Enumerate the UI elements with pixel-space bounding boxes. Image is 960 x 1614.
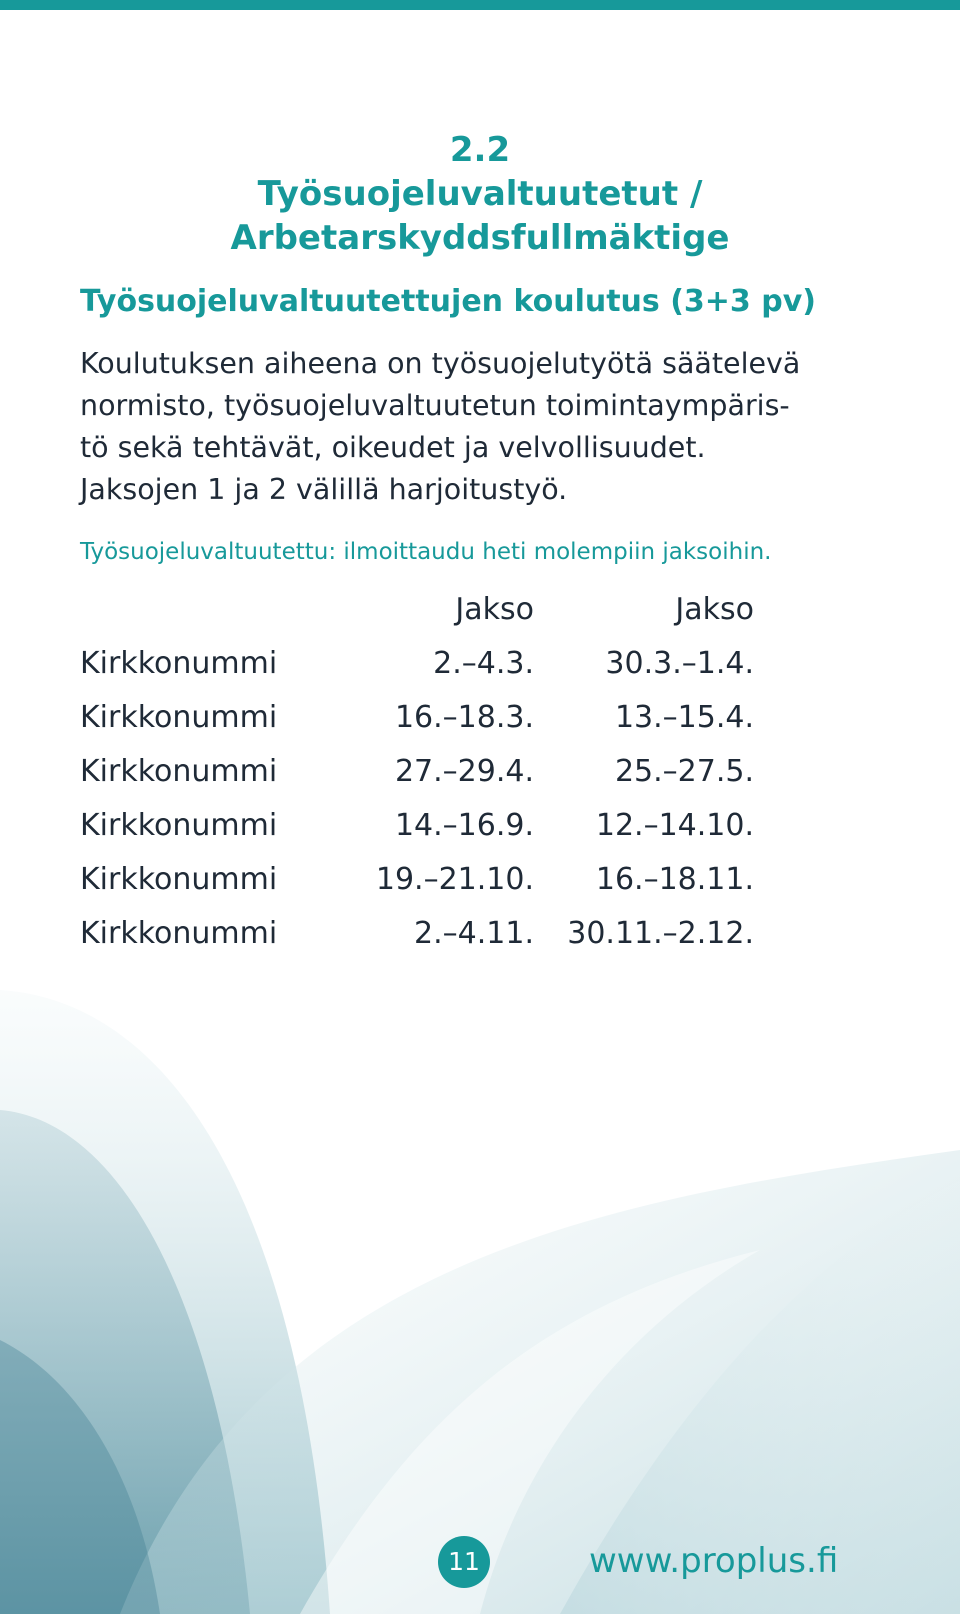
section-title-fi: Työsuojeluvaltuutetut /: [257, 174, 703, 214]
schedule-row: [80, 691, 760, 745]
description-line: normisto, työsuojeluvaltuutetun toimintaympäris-: [80, 389, 790, 422]
row-jakso-1-dates: 27.–29.4.: [394, 754, 534, 789]
row-location: Kirkkonummi: [80, 646, 278, 681]
section-title-sv: Arbetarskyddsfullmäktige: [230, 218, 730, 258]
schedule-row: [80, 745, 760, 799]
header-jakso-1: Jakso: [455, 592, 534, 627]
row-jakso-2-dates: 16.–18.11.: [595, 862, 754, 897]
row-location: Kirkkonummi: [80, 916, 278, 951]
row-jakso-1-dates: 14.–16.9.: [394, 808, 534, 843]
row-location: Kirkkonummi: [80, 700, 278, 735]
row-jakso-1-dates: 2.–4.3.: [433, 646, 534, 681]
website-link[interactable]: www.proplus.fi: [589, 1541, 839, 1581]
page-number-badge: 11: [438, 1536, 490, 1588]
header-jakso-2: Jakso: [675, 592, 754, 627]
row-jakso-1-dates: 19.–21.10.: [375, 862, 534, 897]
schedule-row: [80, 637, 760, 691]
section-heading: [0, 128, 960, 260]
schedule-table: [80, 583, 760, 961]
row-jakso-2-dates: 12.–14.10.: [595, 808, 754, 843]
description-line: Jaksojen 1 ja 2 välillä harjoitustyö.: [80, 473, 568, 506]
row-jakso-2-dates: 30.3.–1.4.: [605, 646, 754, 681]
section-number: 2.2: [449, 130, 511, 170]
schedule-row: [80, 799, 760, 853]
registration-note: Työsuojeluvaltuutettu: ilmoittaudu heti molempiin jaksoihin.: [80, 539, 772, 565]
row-jakso-1-dates: 2.–4.11.: [414, 916, 534, 951]
row-jakso-2-dates: 25.–27.5.: [614, 754, 754, 789]
row-location: Kirkkonummi: [80, 862, 278, 897]
course-heading: Työsuojeluvaltuutettujen koulutus (3+3 pv): [80, 284, 816, 319]
row-jakso-1-dates: 16.–18.3.: [394, 700, 534, 735]
row-location: Kirkkonummi: [80, 754, 278, 789]
row-jakso-2-dates: 13.–15.4.: [614, 700, 754, 735]
schedule-header-row: [80, 583, 760, 637]
course-description: [80, 343, 860, 511]
description-line: Koulutuksen aiheena on työsuojelutyötä säätelevä: [80, 347, 801, 380]
schedule-row: [80, 853, 760, 907]
row-jakso-2-dates: 30.11.–2.12.: [567, 916, 754, 951]
schedule-row: [80, 907, 760, 961]
row-location: Kirkkonummi: [80, 808, 278, 843]
description-line: tö sekä tehtävät, oikeudet ja velvollisuudet.: [80, 431, 706, 464]
